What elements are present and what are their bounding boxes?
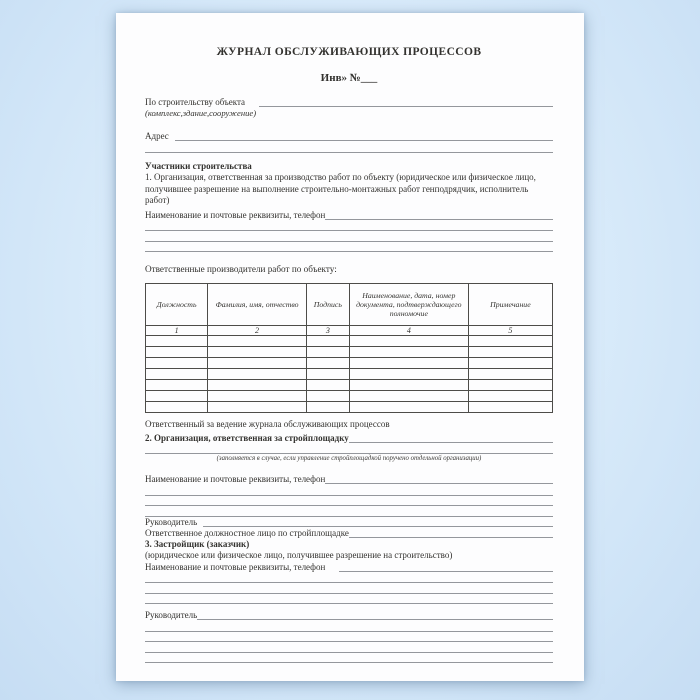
table-header-row <box>146 284 553 326</box>
table-cell <box>208 347 306 358</box>
table-cell <box>208 380 306 391</box>
section3-bottom-ruled-lines <box>145 621 553 663</box>
table-cell: Подпись <box>306 284 349 326</box>
participants-requisites-field <box>145 210 553 221</box>
responsible-table <box>145 283 553 413</box>
table-cell <box>306 391 349 402</box>
table-cell: 4 <box>349 326 468 336</box>
table-cell <box>208 358 306 369</box>
table-cell <box>146 391 208 402</box>
table-cell <box>349 391 468 402</box>
inventory-number: Инв» №___ <box>320 72 378 84</box>
journal-keeper-label: Ответственный за ведение журнала обслуживающих процессов <box>145 419 390 429</box>
ruled-line <box>145 231 553 242</box>
participants-ruled-lines <box>145 221 553 253</box>
table-cell: Наименование, дата, номер документа, подтверждающего полномочие <box>349 284 468 326</box>
table-cell <box>468 402 552 413</box>
ruled-line <box>145 506 553 517</box>
participants-heading: Участники строительства <box>145 160 252 171</box>
table-cell <box>349 358 468 369</box>
table-cell: Должность <box>146 284 208 326</box>
table-cell <box>208 369 306 380</box>
table-cell <box>468 369 552 380</box>
table-cell <box>468 336 552 347</box>
object-field-line <box>259 106 553 107</box>
section2-note: (заполняется в случае, если управление стройплощадкой поручено отдельной организации) <box>216 455 482 462</box>
section3-subheading: (юридическое или физическое лицо, получившее разрешение на строительство) <box>145 550 453 560</box>
ruled-line <box>145 632 553 643</box>
ruled-line <box>145 621 553 632</box>
object-field-hint: (комплекс,здание,сооружение) <box>145 108 257 118</box>
table-cell <box>208 336 306 347</box>
table-cell <box>468 347 552 358</box>
table-cell <box>306 402 349 413</box>
table-cell <box>306 336 349 347</box>
document-page <box>116 13 584 681</box>
table-cell: 5 <box>468 326 552 336</box>
ruled-line <box>145 242 553 253</box>
table-cell: Фамилия, имя, отчество <box>208 284 306 326</box>
section2-official-label: Ответственное должностное лицо по стройплощадке <box>145 527 349 538</box>
table-cell <box>349 380 468 391</box>
table-cell <box>306 347 349 358</box>
participants-requisites-label: Наименование и почтовые реквизиты, телефон <box>145 209 326 220</box>
section2-requisites-line <box>325 483 553 484</box>
ruled-line <box>145 642 553 653</box>
table-cell <box>306 380 349 391</box>
section2-ruled-lines <box>145 485 553 517</box>
table-cell <box>146 369 208 380</box>
table-cell <box>306 369 349 380</box>
table-cell <box>349 369 468 380</box>
section2-head-label: Руководитель <box>145 516 198 527</box>
address-field-line <box>175 140 553 141</box>
section2-heading-line <box>349 442 553 443</box>
table-cell <box>468 391 552 402</box>
table-cell <box>468 358 552 369</box>
ruled-line <box>145 142 553 153</box>
table-cell: 1 <box>146 326 208 336</box>
responsible-table-caption: Ответственные производители работ по объекту: <box>145 264 337 274</box>
table-cell <box>208 402 306 413</box>
section3-requisites-line <box>339 571 553 572</box>
table-cell <box>306 358 349 369</box>
section3-head-field <box>145 610 553 621</box>
ruled-line <box>145 221 553 232</box>
ruled-line <box>145 653 553 664</box>
table-cell <box>349 347 468 358</box>
participants-requisites-line <box>325 219 553 220</box>
section2-head-line <box>203 526 553 527</box>
ruled-line <box>145 496 553 507</box>
table-row <box>146 358 553 369</box>
table-cell <box>146 402 208 413</box>
address-field <box>145 131 553 142</box>
table-row <box>146 336 553 347</box>
section3-ruled-lines <box>145 573 553 605</box>
ruled-line <box>145 594 553 605</box>
ruled-line <box>145 583 553 594</box>
object-field-label: По строительству объекта <box>145 97 246 107</box>
section2-official-field <box>145 528 553 539</box>
table-row <box>146 347 553 358</box>
table-cell <box>349 402 468 413</box>
table-row <box>146 380 553 391</box>
section3-requisites-label: Наименование и почтовые реквизиты, телефон <box>145 561 326 572</box>
table-row <box>146 391 553 402</box>
address-field-label: Адрес <box>145 131 169 141</box>
table-cell <box>146 347 208 358</box>
table-cell <box>468 380 552 391</box>
section2-requisites-label: Наименование и почтовые реквизиты, телефон <box>145 474 326 484</box>
responsible-table-body <box>146 284 553 413</box>
page-title: ЖУРНАЛ ОБСЛУЖИВАЮЩИХ ПРОЦЕССОВ <box>216 46 482 58</box>
section2-requisites-field <box>145 474 553 485</box>
ruled-line <box>145 573 553 584</box>
table-row <box>146 402 553 413</box>
section2-head-field <box>145 517 553 528</box>
table-cell: 2 <box>208 326 306 336</box>
table-number-row <box>146 326 553 336</box>
section3-requisites-field <box>145 562 553 573</box>
table-cell: 3 <box>306 326 349 336</box>
section2-heading-field <box>145 433 553 444</box>
table-cell <box>146 380 208 391</box>
participants-item1-text: 1. Организация, ответственная за производство работ по объекту (юридическое или физическое лицо, получившее разрешение на выполнение строительно-монтажных работ генподрядчик, исполнитель работ) <box>145 172 536 205</box>
ruled-line <box>145 444 553 455</box>
table-row <box>146 369 553 380</box>
section3-head-label: Руководитель <box>145 610 198 620</box>
table-cell <box>146 358 208 369</box>
section2-official-line <box>349 537 553 538</box>
ruled-line <box>145 485 553 496</box>
table-cell <box>146 336 208 347</box>
section3-heading: 3. Застройщик (заказчик) <box>145 538 250 549</box>
table-cell <box>208 391 306 402</box>
table-cell <box>349 336 468 347</box>
table-cell: Примечание <box>468 284 552 326</box>
section3-head-line <box>197 619 553 620</box>
object-field <box>145 97 553 108</box>
section2-heading-label: 2. Организация, ответственная за стройплощадку <box>145 432 349 443</box>
